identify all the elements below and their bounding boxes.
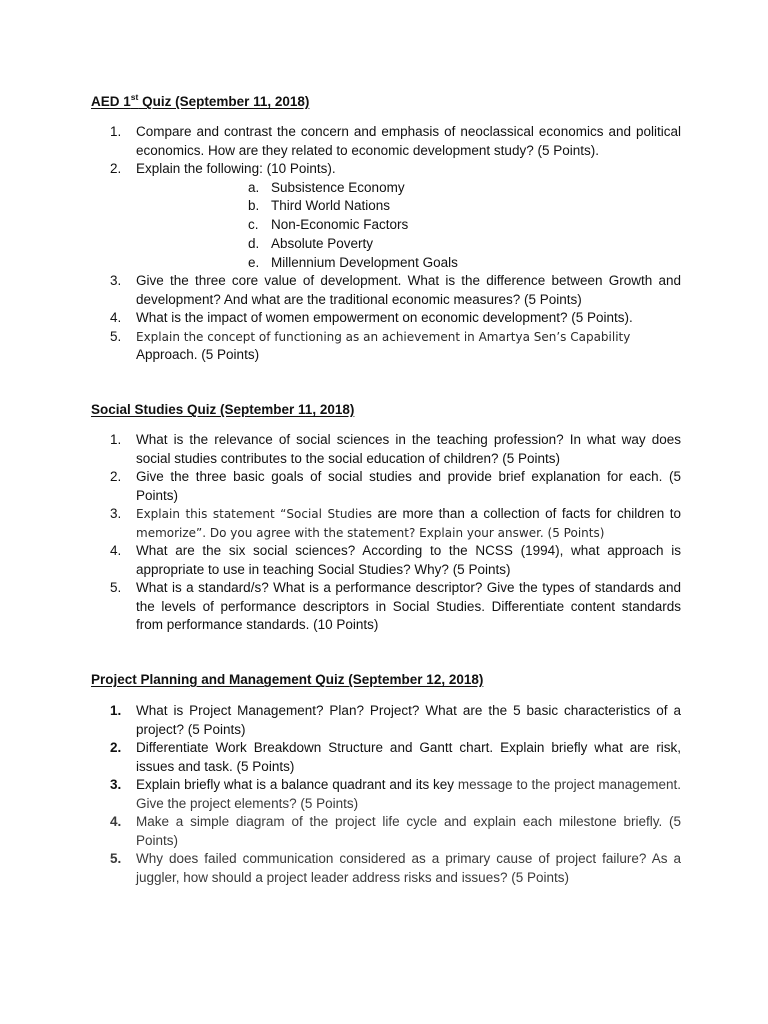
aed-subitem-a: a. Subsistence Economy (248, 179, 405, 195)
project-question-2: 2. Differentiate Work Breakdown Structure and Gantt chart. Explain briefly what are risk, issues and task. (5 Points) (110, 740, 681, 774)
project-question-4: 4. Make a simple diagram of the project life cycle and explain each milestone briefly. (5 Points) (110, 814, 681, 848)
project-quiz-title: Project Planning and Management Quiz (September 12, 2018) (91, 672, 484, 687)
social-question-1: 1. What is the relevance of social sciences in the teaching profession? In what way does social studies contributes to the social education of children? (5 Points) (110, 432, 681, 466)
aed-question-2: 2. Explain the following: (10 Points). a. Subsistence Economy b. Third World Nations c. Non-Economic Factors d. Absolute Poverty e. Millennium Development Goals (91, 160, 681, 272)
social-question-3: 3. Explain this statement “Social Studies are more than a collection of facts for children to memorize”. Do you agree with the statement? Explain your answer. (5 Points) (110, 506, 682, 540)
aed-question-list (91, 123, 681, 365)
social-studies-quiz-title: Social Studies Quiz (September 11, 2018) (91, 402, 355, 417)
aed-quiz-section (91, 92, 681, 111)
social-question-4: 4. What are the six social sciences? According to the NCSS (1994), what approach is appropriate to use in teaching Social Studies? Why? (5 Points) (110, 543, 681, 577)
aed-question-4: 4. What is the impact of women empowerment on economic development? (5 Points). (110, 310, 633, 326)
aed-subitem-b: b. Third World Nations (248, 198, 391, 214)
aed-question-2-subitems (136, 179, 681, 273)
project-question-1: 1. What is Project Management? Plan? Project? What are the 5 basic characteristics of a project? (5 Points) (110, 703, 681, 737)
aed-subitem-e: e. Millennium Development Goals (248, 254, 458, 270)
aed-subitem-d: d. Absolute Poverty (248, 235, 374, 251)
aed-subitem-c: c. Non-Economic Factors (248, 217, 409, 233)
social-question-5: 5. What is a standard/s? What is a performance descriptor? Give the types of standards and the levels of performance descriptors in Social Studies. Differentiate content standards from performance standards. (10 Points) (110, 580, 681, 632)
project-question-list (91, 702, 681, 887)
project-question-5: 5. Why does failed communication considered as a primary cause of project failure? As a juggler, how should a project leader address risks and issues? (5 Points) (110, 851, 681, 885)
aed-question-3: 3. Give the three core value of development. What is the difference between Growth and development? And what are the traditional economic measures? (5 Points) (110, 273, 681, 307)
social-studies-question-list (91, 431, 681, 635)
aed-quiz-title: AED 1st Quiz (September 11, 2018) (91, 91, 310, 109)
project-question-3: 3. Explain briefly what is a balance quadrant and its key message to the project management. Give the project elements? (5 Points) (110, 777, 681, 811)
social-question-2: 2. Give the three basic goals of social studies and provide brief explanation for each. (5 Points) (110, 469, 681, 503)
project-quiz-section (91, 670, 681, 689)
aed-question-5: 5. Explain the concept of functioning as an achievement in Amartya Sen’s Capability Approach. (5 Points) (110, 328, 631, 363)
social-studies-quiz-section (91, 400, 681, 419)
aed-question-1: 1. Compare and contrast the concern and emphasis of neoclassical economics and political economics. How are they related to economic development study? (5 Points). (110, 124, 681, 158)
